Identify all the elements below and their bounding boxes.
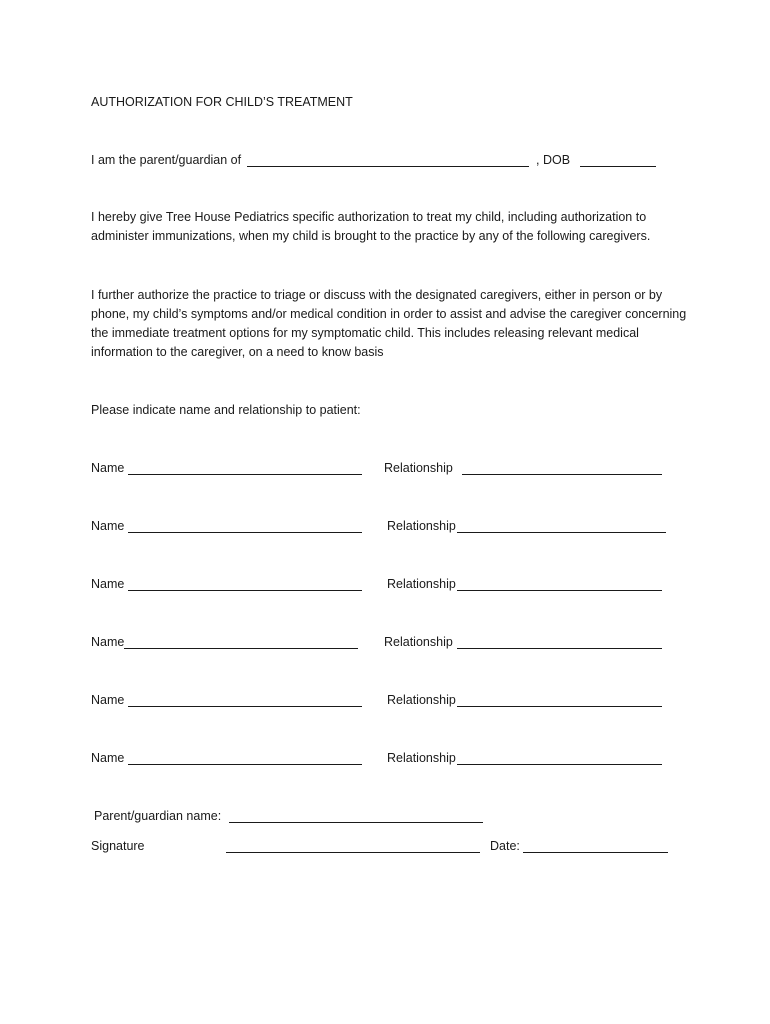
caregiver-relationship-field[interactable] bbox=[457, 648, 662, 649]
caregiver-name-label: Name bbox=[91, 577, 125, 591]
triage-paragraph: I further authorize the practice to triage or discuss with the designated caregivers, either in person or by phone, my child’s symptoms and/or medical condition in order to assist and advise the caregiver concerning the immediate treatment options for my symptomatic child. This includes releasing relevant medical information to the caregiver, on a need to know basis bbox=[91, 288, 687, 359]
caregiver-relationship-field[interactable] bbox=[457, 764, 662, 765]
caregiver-name-label: Name bbox=[91, 461, 125, 475]
caregiver-relationship-label: Relationship bbox=[384, 635, 453, 649]
caregiver-name-field[interactable] bbox=[128, 764, 362, 765]
date-field[interactable] bbox=[523, 852, 668, 853]
caregiver-relationship-field[interactable] bbox=[457, 590, 662, 591]
page-title: AUTHORIZATION FOR CHILD’S TREATMENT bbox=[91, 95, 353, 109]
caregiver-relationship-field[interactable] bbox=[457, 532, 666, 533]
caregiver-relationship-field[interactable] bbox=[457, 706, 662, 707]
caregiver-relationship-label: Relationship bbox=[384, 461, 453, 475]
caregiver-name-field[interactable] bbox=[128, 474, 362, 475]
caregiver-name-field[interactable] bbox=[128, 532, 362, 533]
parent-of-label: I am the parent/guardian of bbox=[91, 153, 242, 167]
parent-name-label: Parent/guardian name: bbox=[94, 809, 222, 823]
caregiver-name-label: Name bbox=[91, 693, 125, 707]
parent-name-field[interactable] bbox=[229, 822, 483, 823]
dob-field[interactable] bbox=[580, 166, 656, 167]
caregiver-relationship-label: Relationship bbox=[387, 577, 456, 591]
child-name-field[interactable] bbox=[247, 166, 529, 167]
dob-label: , DOB bbox=[536, 153, 571, 167]
authorization-paragraph: I hereby give Tree House Pediatrics specific authorization to treat my child, including authorization to administer immunizations, when my child is brought to the practice by any of the following caregivers. bbox=[91, 210, 651, 243]
caregiver-relationship-label: Relationship bbox=[387, 519, 456, 533]
caregiver-relationship-label: Relationship bbox=[387, 693, 456, 707]
caregiver-name-label: Name bbox=[91, 751, 125, 765]
caregiver-instruction: Please indicate name and relationship to patient: bbox=[91, 403, 361, 417]
caregiver-relationship-label: Relationship bbox=[387, 751, 456, 765]
date-label: Date: bbox=[490, 839, 520, 853]
signature-label: Signature bbox=[91, 839, 145, 853]
caregiver-name-label: Name bbox=[91, 635, 125, 649]
caregiver-relationship-field[interactable] bbox=[462, 474, 662, 475]
caregiver-name-field[interactable] bbox=[128, 590, 362, 591]
signature-field[interactable] bbox=[226, 852, 480, 853]
caregiver-name-field[interactable] bbox=[124, 648, 358, 649]
caregiver-name-field[interactable] bbox=[128, 706, 362, 707]
caregiver-name-label: Name bbox=[91, 519, 125, 533]
